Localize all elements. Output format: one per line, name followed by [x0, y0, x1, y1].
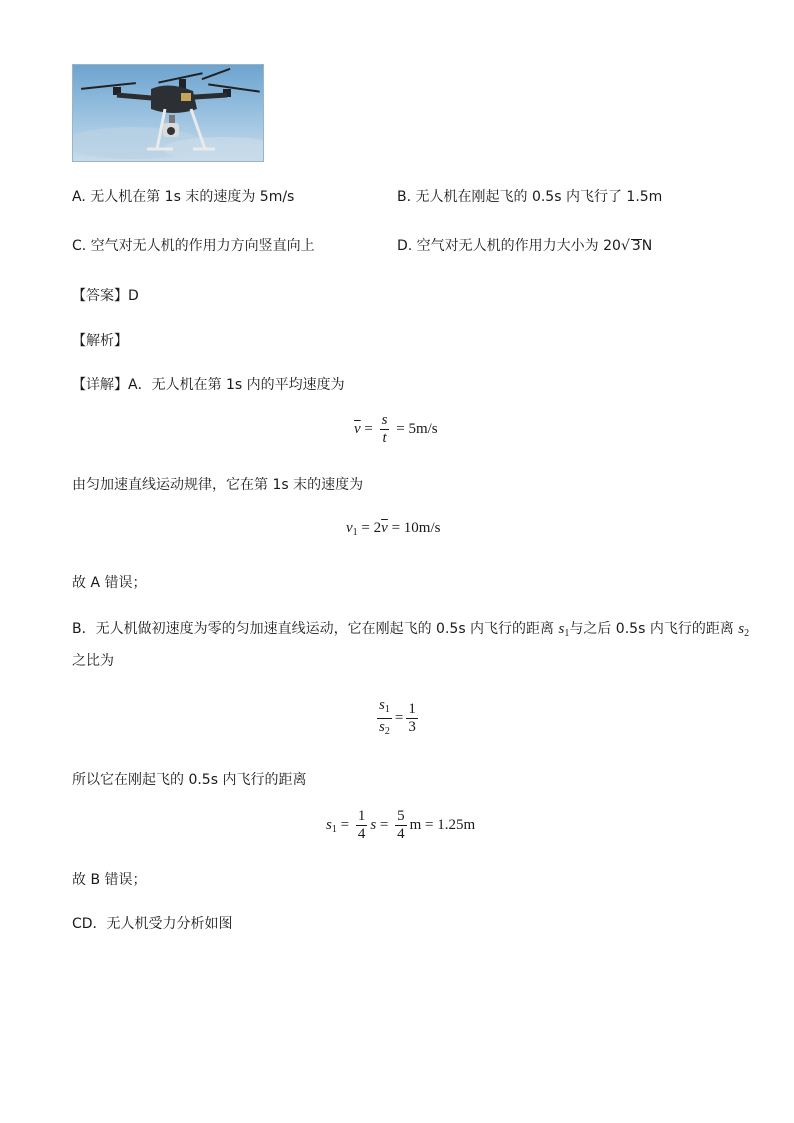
analysis-heading: 【解析】: [72, 333, 128, 349]
drone-illustration: [73, 65, 263, 161]
frac-3: 3: [408, 719, 416, 735]
a-wrong: 故 A 错误；: [72, 575, 147, 591]
eq1-rhs: = 5m/s: [396, 420, 438, 437]
option-d-radicand: 3: [631, 238, 641, 254]
sqrt-symbol: √: [620, 238, 630, 254]
frac-s2-sub: 2: [384, 726, 390, 737]
option-c: C. 空气对无人机的作用力方向竖直向上: [72, 238, 315, 254]
drone-photo: [72, 64, 264, 162]
equation-ratio: $\frac{s_1}{s_2}$ = $\frac{1}{3}$: [374, 697, 421, 740]
eq4-f1-den: 4: [357, 826, 366, 842]
equation-distance: $s_1$ = $\frac{1}{4}$ s = $\frac{5}{4}$ m = 1.25m: [326, 808, 476, 842]
text-distance: 所以它在刚起飞的 0.5s 内飞行的距离: [72, 772, 307, 788]
answer-label: 【答案】D: [72, 288, 139, 304]
s1-var: s: [558, 621, 565, 637]
eq4-f1-num: 1: [357, 808, 366, 824]
s2-sub: 2: [744, 628, 750, 639]
frac-num: s: [381, 412, 388, 428]
eq4-s1-sub: 1: [331, 823, 337, 835]
v1-sub: 1: [352, 527, 358, 538]
s1-sub: 1: [564, 628, 570, 639]
frac-s2-var: s: [379, 719, 385, 735]
option-d-unit: N: [641, 238, 653, 254]
s2-var: s: [738, 621, 745, 637]
eq4-f2-den: 4: [397, 826, 405, 842]
fraction-one-third: [406, 701, 418, 736]
cd-intro: CD．无人机受力分析如图: [72, 916, 233, 932]
option-d-text: D. 空气对无人机的作用力大小为 20: [397, 238, 621, 254]
v1-var: v: [346, 520, 353, 536]
b-line-1: [72, 618, 749, 639]
fraction-five-quarters: [395, 808, 407, 843]
frac-1: 1: [408, 701, 416, 717]
eq4-f2-num: 5: [397, 808, 405, 824]
b-line1-text2: 与之后 0.5s 内飞行的距离: [569, 621, 739, 637]
frac-s1-var: s: [379, 697, 385, 713]
frac-s1: [377, 697, 392, 719]
equation-final-velocity: [346, 520, 440, 538]
b-line-2: 之比为: [72, 653, 114, 669]
frac-den: t: [382, 430, 387, 446]
eq2-rhs: = 10m/s: [391, 520, 441, 536]
equation-average-velocity: $\overline{v}$ = $\frac{s}{t}$ = 5m/s: [354, 412, 438, 446]
b-line1-text: B．无人机做初速度为零的匀加速直线运动，它在刚起飞的 0.5s 内飞行的距离: [72, 621, 559, 637]
option-d: [397, 235, 652, 255]
eq4-s1-var: s: [326, 816, 332, 833]
text-uniform-acceleration: 由匀加速直线运动规律，它在第 1s 末的速度为: [72, 477, 364, 493]
fraction-quarter: [356, 808, 368, 843]
b-wrong: 故 B 错误；: [72, 872, 147, 888]
detail-intro: 【详解】A．无人机在第 1s 内的平均速度为: [72, 377, 345, 393]
eq2-coef: = 2: [361, 520, 382, 536]
fraction-s-over-t: [380, 412, 390, 447]
option-a: A. 无人机在第 1s 末的速度为 5m/s: [72, 189, 295, 205]
eq4-rhs: m = 1.25m: [409, 816, 476, 833]
eq4-s: s: [370, 816, 377, 833]
option-b: B. 无人机在刚起飞的 0.5s 内飞行了 1.5m: [397, 189, 663, 205]
frac-s2: [377, 719, 392, 740]
eq2-vbar: $\overline{v}$: [381, 520, 388, 536]
frac-s1-sub: 1: [384, 704, 390, 715]
fraction-s1-s2: [377, 697, 392, 740]
v-bar: $\overline{v}$: [354, 420, 361, 437]
